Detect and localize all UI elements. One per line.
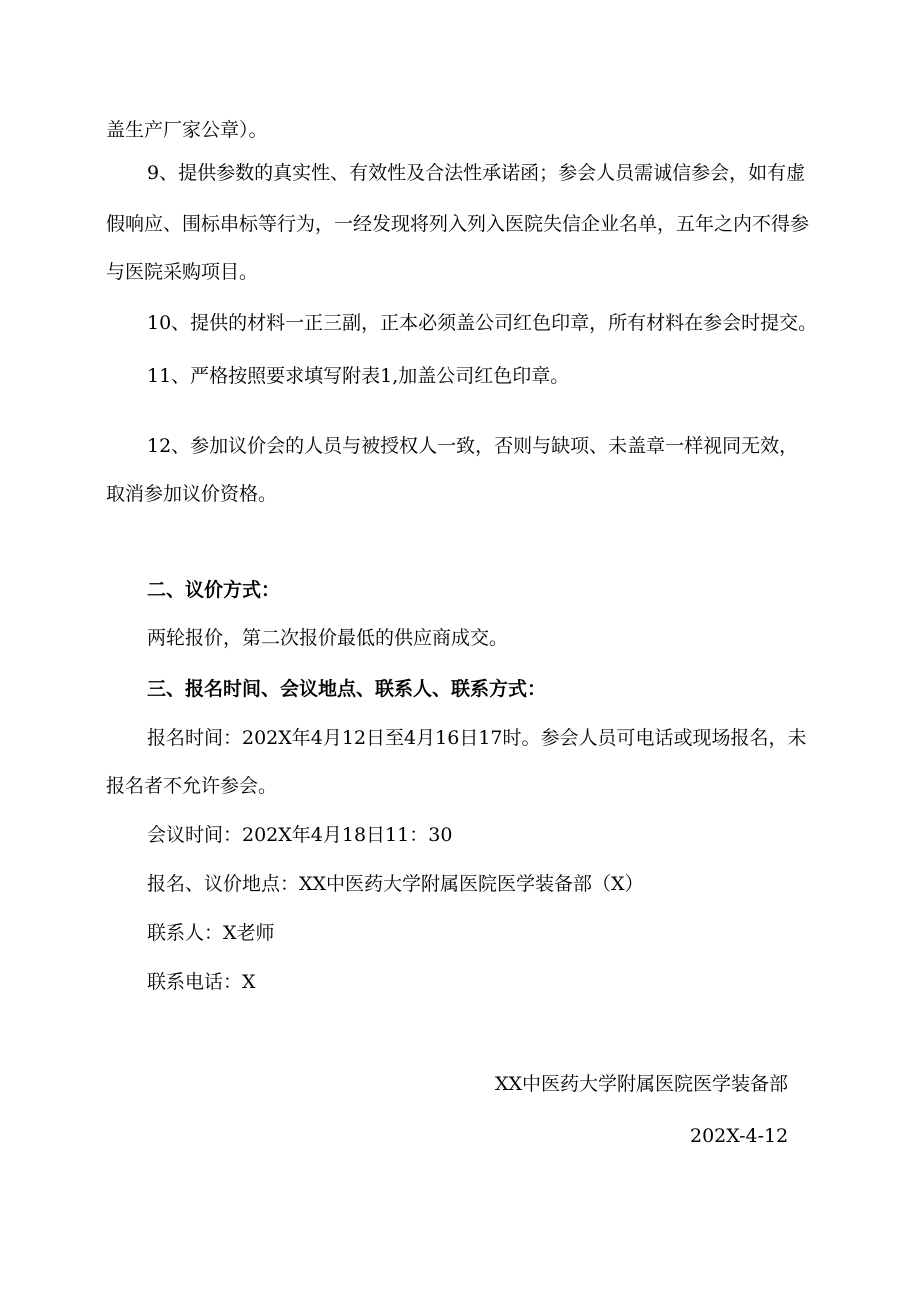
item-11-line-1: 11、严格按照要求填写附表1,加盖公司红色印章。 [147, 365, 570, 387]
item-9-line-1: 9、提供参数的真实性、有效性及合法性承诺函；参会人员需诚信参会，如有虚 [147, 162, 806, 184]
item-12-line-2: 取消参加议价资格。 [106, 483, 278, 505]
registration-time-line-2: 报名者不允许参会。 [106, 775, 278, 797]
item-9-line-3: 与医院采购项目。 [106, 261, 259, 283]
item-10-line-1: 10、提供的材料一正三副，正本必须盖公司红色印章，所有材料在参会时提交。 [147, 312, 818, 334]
item-12-line-1: 12、参加议价会的人员与被授权人一致，否则与缺项、未盖章一样视同无效， [147, 435, 799, 457]
signature-organization: XX中医药大学附属医院医学装备部 [495, 1073, 789, 1095]
item-9-line-2: 假响应、围标串标等行为，一经发现将列入列入医院失信企业名单，五年之内不得参 [106, 213, 810, 235]
continuation-line: 盖生产厂家公章）。 [106, 119, 268, 141]
registration-location: 报名、议价地点：XX中医药大学附属医院医学装备部（X） [147, 873, 644, 895]
contact-phone: 联系电话：X [147, 971, 256, 993]
contact-person: 联系人：X老师 [147, 922, 275, 944]
section-3-heading: 三、报名时间、会议地点、联系人、联系方式： [147, 678, 547, 700]
signature-date: 202X-4-12 [690, 1125, 789, 1147]
meeting-time: 会议时间：202X年4月18日11：30 [147, 824, 453, 846]
section-2-heading: 二、议价方式： [147, 579, 281, 601]
section-2-text: 两轮报价，第二次报价最低的供应商成交。 [147, 627, 509, 649]
registration-time-line-1: 报名时间：202X年4月12日至4月16日17时。参会人员可电话或现场报名，未 [147, 727, 807, 749]
